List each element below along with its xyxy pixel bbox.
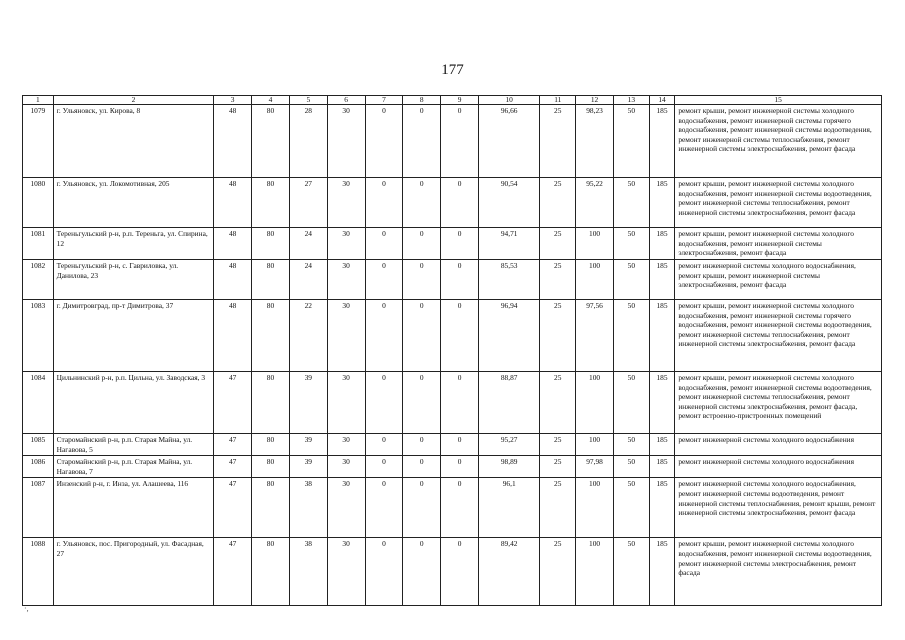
- value-cell: 89,42: [479, 538, 540, 606]
- column-number: 3: [214, 96, 252, 105]
- row-number-cell: 1086: [23, 456, 54, 478]
- value-cell: 0: [365, 228, 403, 260]
- row-number-cell: 1084: [23, 372, 54, 434]
- works-cell: ремонт крыши, ремонт инженерной системы холодного водоснабжения, ремонт инженерной системы водоотведения, ремонт инженерной системы теплоснабжения, ремонт инженерной системы электроснабжения, ремонт фасада, ремонт встроенно-пристроенных помещений: [675, 372, 882, 434]
- row-number-cell: 1087: [23, 478, 54, 538]
- address-cell: Старомайнский р-н, р.п. Старая Майна, ул. Нагавова, 5: [53, 434, 214, 456]
- column-number: 14: [649, 96, 675, 105]
- value-cell: 97,98: [576, 456, 614, 478]
- column-number: 9: [441, 96, 479, 105]
- value-cell: 95,27: [479, 434, 540, 456]
- value-cell: 30: [327, 434, 365, 456]
- value-cell: 80: [252, 178, 290, 228]
- value-cell: 185: [649, 372, 675, 434]
- column-number: 13: [613, 96, 649, 105]
- register-table: [22, 95, 882, 606]
- value-cell: 50: [613, 300, 649, 372]
- value-cell: 50: [613, 372, 649, 434]
- value-cell: 185: [649, 105, 675, 178]
- stray-mark: ·,: [24, 604, 29, 613]
- value-cell: 30: [327, 105, 365, 178]
- value-cell: 48: [214, 228, 252, 260]
- value-cell: 50: [613, 105, 649, 178]
- value-cell: 48: [214, 105, 252, 178]
- value-cell: 28: [289, 105, 327, 178]
- works-cell: ремонт крыши, ремонт инженерной системы холодного водоснабжения, ремонт инженерной системы горячего водоснабжения, ремонт инженерной системы водоотведения, ремонт инженерной системы теплоснабжения, ремонт инженерной системы электроснабжения, ремонт фасада: [675, 105, 882, 178]
- table-row: [23, 456, 882, 478]
- value-cell: 0: [441, 260, 479, 300]
- value-cell: 185: [649, 300, 675, 372]
- value-cell: 0: [403, 228, 441, 260]
- value-cell: 0: [403, 300, 441, 372]
- value-cell: 98,23: [576, 105, 614, 178]
- value-cell: 47: [214, 478, 252, 538]
- value-cell: 38: [289, 538, 327, 606]
- value-cell: 85,53: [479, 260, 540, 300]
- value-cell: 50: [613, 456, 649, 478]
- value-cell: 100: [576, 260, 614, 300]
- value-cell: 95,22: [576, 178, 614, 228]
- value-cell: 50: [613, 538, 649, 606]
- value-cell: 25: [540, 478, 576, 538]
- value-cell: 0: [365, 434, 403, 456]
- value-cell: 185: [649, 538, 675, 606]
- address-cell: Старомайнский р-н, р.п. Старая Майна, ул. Нагавова, 7: [53, 456, 214, 478]
- column-number: 12: [576, 96, 614, 105]
- address-cell: г. Ульяновск, ул. Кирова, 8: [53, 105, 214, 178]
- value-cell: 30: [327, 538, 365, 606]
- value-cell: 96,66: [479, 105, 540, 178]
- value-cell: 0: [365, 300, 403, 372]
- value-cell: 30: [327, 478, 365, 538]
- value-cell: 47: [214, 538, 252, 606]
- value-cell: 25: [540, 538, 576, 606]
- table-row: [23, 105, 882, 178]
- value-cell: 25: [540, 228, 576, 260]
- table-row: [23, 300, 882, 372]
- value-cell: 185: [649, 456, 675, 478]
- value-cell: 24: [289, 228, 327, 260]
- works-cell: ремонт инженерной системы холодного водоснабжения, ремонт крыши, ремонт инженерной системы электроснабжения, ремонт фасада: [675, 260, 882, 300]
- value-cell: 48: [214, 300, 252, 372]
- column-number: 4: [252, 96, 290, 105]
- value-cell: 100: [576, 434, 614, 456]
- value-cell: 22: [289, 300, 327, 372]
- value-cell: 50: [613, 178, 649, 228]
- value-cell: 0: [441, 178, 479, 228]
- column-number: 8: [403, 96, 441, 105]
- value-cell: 80: [252, 456, 290, 478]
- value-cell: 0: [403, 456, 441, 478]
- table-row: [23, 372, 882, 434]
- value-cell: 0: [441, 456, 479, 478]
- value-cell: 39: [289, 456, 327, 478]
- value-cell: 50: [613, 228, 649, 260]
- value-cell: 0: [441, 478, 479, 538]
- value-cell: 0: [441, 105, 479, 178]
- value-cell: 25: [540, 300, 576, 372]
- value-cell: 0: [365, 178, 403, 228]
- column-number: 15: [675, 96, 882, 105]
- value-cell: 80: [252, 300, 290, 372]
- value-cell: 25: [540, 105, 576, 178]
- value-cell: 80: [252, 478, 290, 538]
- works-cell: ремонт крыши, ремонт инженерной системы холодного водоснабжения, ремонт инженерной системы электроснабжения, ремонт фасада: [675, 228, 882, 260]
- value-cell: 0: [403, 434, 441, 456]
- value-cell: 30: [327, 178, 365, 228]
- column-number: 7: [365, 96, 403, 105]
- value-cell: 25: [540, 372, 576, 434]
- value-cell: 30: [327, 456, 365, 478]
- value-cell: 0: [403, 372, 441, 434]
- address-cell: г. Ульяновск, пос. Пригородный, ул. Фасадная, 27: [53, 538, 214, 606]
- value-cell: 0: [403, 478, 441, 538]
- address-cell: Тереньгульский р-н, р.п. Тереньга, ул. Спирина, 12: [53, 228, 214, 260]
- value-cell: 25: [540, 434, 576, 456]
- row-number-cell: 1088: [23, 538, 54, 606]
- column-number: 10: [479, 96, 540, 105]
- value-cell: 0: [365, 260, 403, 300]
- value-cell: 80: [252, 105, 290, 178]
- table-body: [23, 96, 882, 606]
- value-cell: 0: [365, 478, 403, 538]
- address-cell: Тереньгульский р-н, с. Гавриловка, ул. Данилова, 23: [53, 260, 214, 300]
- value-cell: 80: [252, 434, 290, 456]
- column-number: 6: [327, 96, 365, 105]
- value-cell: 0: [403, 538, 441, 606]
- value-cell: 50: [613, 478, 649, 538]
- row-number-cell: 1081: [23, 228, 54, 260]
- column-number: 11: [540, 96, 576, 105]
- value-cell: 47: [214, 456, 252, 478]
- table-row: [23, 434, 882, 456]
- value-cell: 94,71: [479, 228, 540, 260]
- address-cell: г. Ульяновск, ул. Локомотивная, 205: [53, 178, 214, 228]
- works-cell: ремонт крыши, ремонт инженерной системы холодного водоснабжения, ремонт инженерной системы водоотведения, ремонт инженерной системы теплоснабжения, ремонт инженерной системы электроснабжения, ремонт фасада: [675, 178, 882, 228]
- page-number: 177: [441, 62, 464, 78]
- value-cell: 0: [441, 300, 479, 372]
- value-cell: 24: [289, 260, 327, 300]
- value-cell: 185: [649, 478, 675, 538]
- value-cell: 80: [252, 260, 290, 300]
- value-cell: 98,89: [479, 456, 540, 478]
- value-cell: 39: [289, 372, 327, 434]
- value-cell: 80: [252, 372, 290, 434]
- value-cell: 0: [441, 434, 479, 456]
- value-cell: 25: [540, 456, 576, 478]
- value-cell: 39: [289, 434, 327, 456]
- row-number-cell: 1085: [23, 434, 54, 456]
- table-row: [23, 178, 882, 228]
- value-cell: 88,87: [479, 372, 540, 434]
- address-cell: Цильнинский р-н, р.п. Цильна, ул. Заводская, 3: [53, 372, 214, 434]
- value-cell: 47: [214, 434, 252, 456]
- table-row: [23, 538, 882, 606]
- value-cell: 100: [576, 372, 614, 434]
- value-cell: 0: [365, 456, 403, 478]
- value-cell: 0: [441, 538, 479, 606]
- value-cell: 0: [365, 538, 403, 606]
- value-cell: 48: [214, 260, 252, 300]
- row-number-cell: 1080: [23, 178, 54, 228]
- value-cell: 100: [576, 478, 614, 538]
- value-cell: 0: [365, 105, 403, 178]
- column-number: 2: [53, 96, 214, 105]
- value-cell: 48: [214, 178, 252, 228]
- value-cell: 0: [403, 260, 441, 300]
- value-cell: 0: [441, 228, 479, 260]
- value-cell: 80: [252, 538, 290, 606]
- value-cell: 185: [649, 178, 675, 228]
- value-cell: 30: [327, 372, 365, 434]
- value-cell: 30: [327, 260, 365, 300]
- address-cell: г. Димитровград, пр-т Димитрова, 37: [53, 300, 214, 372]
- value-cell: 96,94: [479, 300, 540, 372]
- value-cell: 47: [214, 372, 252, 434]
- value-cell: 0: [403, 105, 441, 178]
- row-number-cell: 1083: [23, 300, 54, 372]
- works-cell: ремонт инженерной системы холодного водоснабжения: [675, 456, 882, 478]
- value-cell: 97,56: [576, 300, 614, 372]
- row-number-cell: 1079: [23, 105, 54, 178]
- column-number-row: [23, 96, 882, 105]
- works-cell: ремонт инженерной системы холодного водоснабжения: [675, 434, 882, 456]
- value-cell: 185: [649, 260, 675, 300]
- value-cell: 185: [649, 228, 675, 260]
- table-row: [23, 260, 882, 300]
- value-cell: 50: [613, 260, 649, 300]
- value-cell: 0: [441, 372, 479, 434]
- value-cell: 50: [613, 434, 649, 456]
- works-cell: ремонт инженерной системы холодного водоснабжения, ремонт инженерной системы водоотведения, ремонт инженерной системы теплоснабжения, ремонт крыши, ремонт инженерной системы электроснабжения, ремонт фасада: [675, 478, 882, 538]
- value-cell: 80: [252, 228, 290, 260]
- row-number-cell: 1082: [23, 260, 54, 300]
- address-cell: Инзенский р-н, г. Инза, ул. Алашеева, 116: [53, 478, 214, 538]
- value-cell: 30: [327, 300, 365, 372]
- table-row: [23, 478, 882, 538]
- value-cell: 38: [289, 478, 327, 538]
- value-cell: 185: [649, 434, 675, 456]
- value-cell: 27: [289, 178, 327, 228]
- column-number: 5: [289, 96, 327, 105]
- value-cell: 0: [403, 178, 441, 228]
- works-cell: ремонт крыши, ремонт инженерной системы холодного водоснабжения, ремонт инженерной системы водоотведения, ремонт инженерной системы электроснабжения, ремонт фасада: [675, 538, 882, 606]
- column-number: 1: [23, 96, 54, 105]
- value-cell: 96,1: [479, 478, 540, 538]
- value-cell: 25: [540, 178, 576, 228]
- value-cell: 90,54: [479, 178, 540, 228]
- value-cell: 100: [576, 538, 614, 606]
- value-cell: 25: [540, 260, 576, 300]
- works-cell: ремонт крыши, ремонт инженерной системы холодного водоснабжения, ремонт инженерной системы горячего водоснабжения, ремонт инженерной системы водоотведения, ремонт инженерной системы теплоснабжения, ремонт инженерной системы электроснабжения, ремонт фасада: [675, 300, 882, 372]
- value-cell: 100: [576, 228, 614, 260]
- value-cell: 0: [365, 372, 403, 434]
- value-cell: 30: [327, 228, 365, 260]
- table-row: [23, 228, 882, 260]
